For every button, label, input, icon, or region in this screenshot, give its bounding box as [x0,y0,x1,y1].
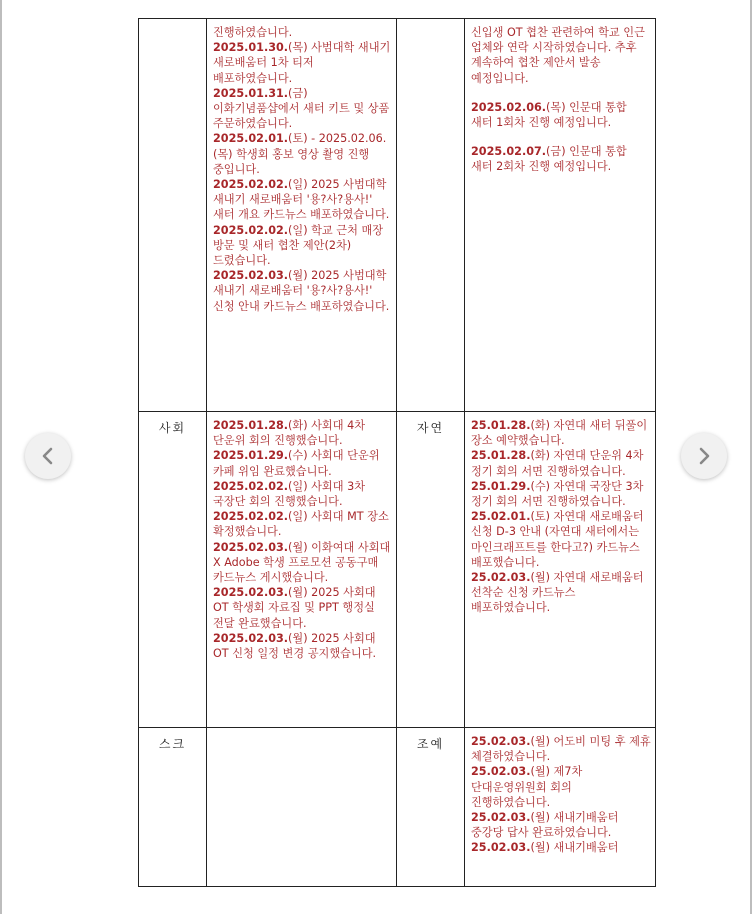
entry-text: (목) 인문대 통합 새터 1회차 진행 예정입니다. [471,100,627,130]
entry-text: (월) 2025 사회대 OT 신청 일정 변경 공지했습니다. [213,631,377,661]
activity-entry [213,86,392,132]
department-label-joye: 조예 [397,728,465,887]
entry-text: (일) 2025 사범대학 새내기 새로배움터 '용?사?용사!' 새터 개요 카드뉴스 배포하였습니다. [213,178,390,222]
entry-text: (월) 새내기배움터 [530,841,619,855]
previous-page-button[interactable] [25,433,71,479]
activity-entry [471,810,651,840]
entry-date: 25.02.03. [471,735,531,748]
activity-entry [471,840,651,855]
activity-entry [471,509,651,570]
entry-text: (일) 사회대 3차 국장단 회의 진행했습니다. [213,479,366,509]
activity-cell [207,728,397,887]
activity-entry [213,223,392,269]
activity-entry [471,570,651,616]
activity-entry [471,734,651,764]
entry-text: (월) 2025 사회대 OT 학생회 자료집 및 PPT 행정실 전달 완료했습니다. [213,586,376,630]
activity-cell [465,412,656,728]
activity-entry [471,25,651,86]
activity-entry [213,418,392,448]
activity-entry [471,144,651,174]
activity-entry [471,764,651,810]
entry-date: 25.02.03. [471,811,531,825]
activity-entry [213,448,392,478]
entry-text: (화) 자연대 새터 뒤풀이 장소 예약했습니다. [471,419,648,448]
department-label-sahoe: 사회 [139,412,207,728]
entry-date: 2025.02.06. [471,100,547,114]
entry-text: (토) - 2025.02.06.(목) 학생회 홍보 영상 촬영 진행 중입니다. [213,132,387,176]
entry-text: (월) 자연대 새로배움터 선착순 신청 카드뉴스 배포하였습니다. [471,571,644,615]
entry-date: 2025.02.03. [213,540,289,554]
entry-text: (일) 학교 근처 매장 방문 및 새터 협찬 제안(2차)드렸습니다. [213,223,384,268]
chevron-right-icon [695,446,713,466]
activity-entry [213,177,392,223]
entry-date: 25.02.03. [471,841,531,855]
entry-date: 2025.02.03. [213,269,289,283]
entry-text: (일) 사회대 MT 장소 확정했습니다. [213,510,389,539]
entry-text: (월) 어도비 미팅 후 제휴 체결하였습니다. [471,735,651,764]
activity-cell [465,19,656,412]
table-row [139,19,656,412]
entry-date: 2025.02.02. [213,479,289,493]
entry-text: 신입생 OT 협찬 관련하여 학교 인근 업체와 연락 시작하였습니다. 추후 계속하여 협찬 제안서 발송 예정입니다. [471,26,645,85]
next-page-button[interactable] [681,433,727,479]
activity-entry [213,268,392,314]
activity-cell [465,728,656,887]
entry-text: (금) 인문대 통합 새터 2회차 진행 예정입니다. [471,145,627,174]
entry-date: 2025.02.07. [471,145,547,159]
activity-entry [471,418,651,448]
entry-text: (수) 사회대 단운위 카페 위임 완료했습니다. [213,449,380,478]
entry-date: 2025.02.03. [213,586,289,600]
activity-cell [207,412,397,728]
entry-date: 25.01.28. [471,449,531,463]
activity-entry [213,131,392,177]
activity-entry [471,479,651,509]
entry-date: 25.02.03. [471,765,531,779]
entry-text: (월) 새내기배움터 중강당 답사 완료하였습니다. [471,811,619,840]
entry-text: (토) 자연대 새로배움터 신청 D-3 안내 (자연대 새터에서는 마인크래프트를 한다고?) 카드뉴스 배포했습니다. [471,510,644,569]
entry-text: (수) 자연대 국장단 3차 정기 회의 서면 진행하였습니다. [471,479,644,509]
viewer-left-edge [0,0,2,914]
department-label-scranton: 스크 [139,728,207,887]
entry-date: 25.01.28. [471,419,531,432]
entry-date: 25.02.03. [471,571,531,585]
activity-entry [213,25,392,40]
entry-text: (월) 이화여대 사회대 X Adobe 학생 프로모션 공동구매 카드뉴스 게시했습니다. [213,540,391,585]
report-table [138,18,656,887]
entry-date: 25.01.29. [471,479,531,493]
department-label [397,19,465,412]
entry-date: 2025.02.01. [213,132,289,146]
table-row [139,412,656,728]
activity-entry [213,509,392,539]
entry-text: (목) 사범대학 새내기 새로배움터 1차 티저 배포하였습니다. [213,41,391,85]
activity-entry [471,448,651,478]
activity-entry [471,100,651,130]
entry-text: (화) 자연대 단운위 4차 정기 회의 서면 진행하였습니다. [471,449,644,478]
entry-text: (월) 제7차 단대운영위원회 회의 진행하였습니다. [471,765,583,809]
entry-date: 2025.02.02. [213,178,289,192]
activity-entry [213,585,392,631]
entry-date: 2025.02.03. [213,631,289,645]
department-label [139,19,207,412]
entry-date: 2025.01.31. [213,86,289,100]
entry-date: 2025.02.02. [213,510,289,524]
entry-date: 2025.02.02. [213,223,289,237]
entry-date: 2025.01.29. [213,449,289,463]
entry-text: (화) 사회대 4차 단운위 회의 진행했습니다. [213,419,366,448]
table-row [139,728,656,887]
activity-cell [207,19,397,412]
entry-date: 25.02.01. [471,510,531,524]
activity-entry [213,631,392,661]
activity-entry [213,40,392,86]
entry-date: 2025.01.30. [213,41,289,55]
entry-text: (월) 2025 사범대학 새내기 새로배움터 '용?사?용사!' 신청 안내 카드뉴스 배포하였습니다. [213,269,390,313]
department-label-jayeon: 자연 [397,412,465,728]
activity-entry [213,479,392,509]
chevron-left-icon [39,446,57,466]
entry-text: (금) 이화기념품샵에서 새터 키트 및 상품 주문하였습니다. [213,86,390,131]
entry-text: 진행하였습니다. [213,26,293,39]
activity-entry [213,540,392,586]
entry-date: 2025.01.28. [213,419,289,432]
